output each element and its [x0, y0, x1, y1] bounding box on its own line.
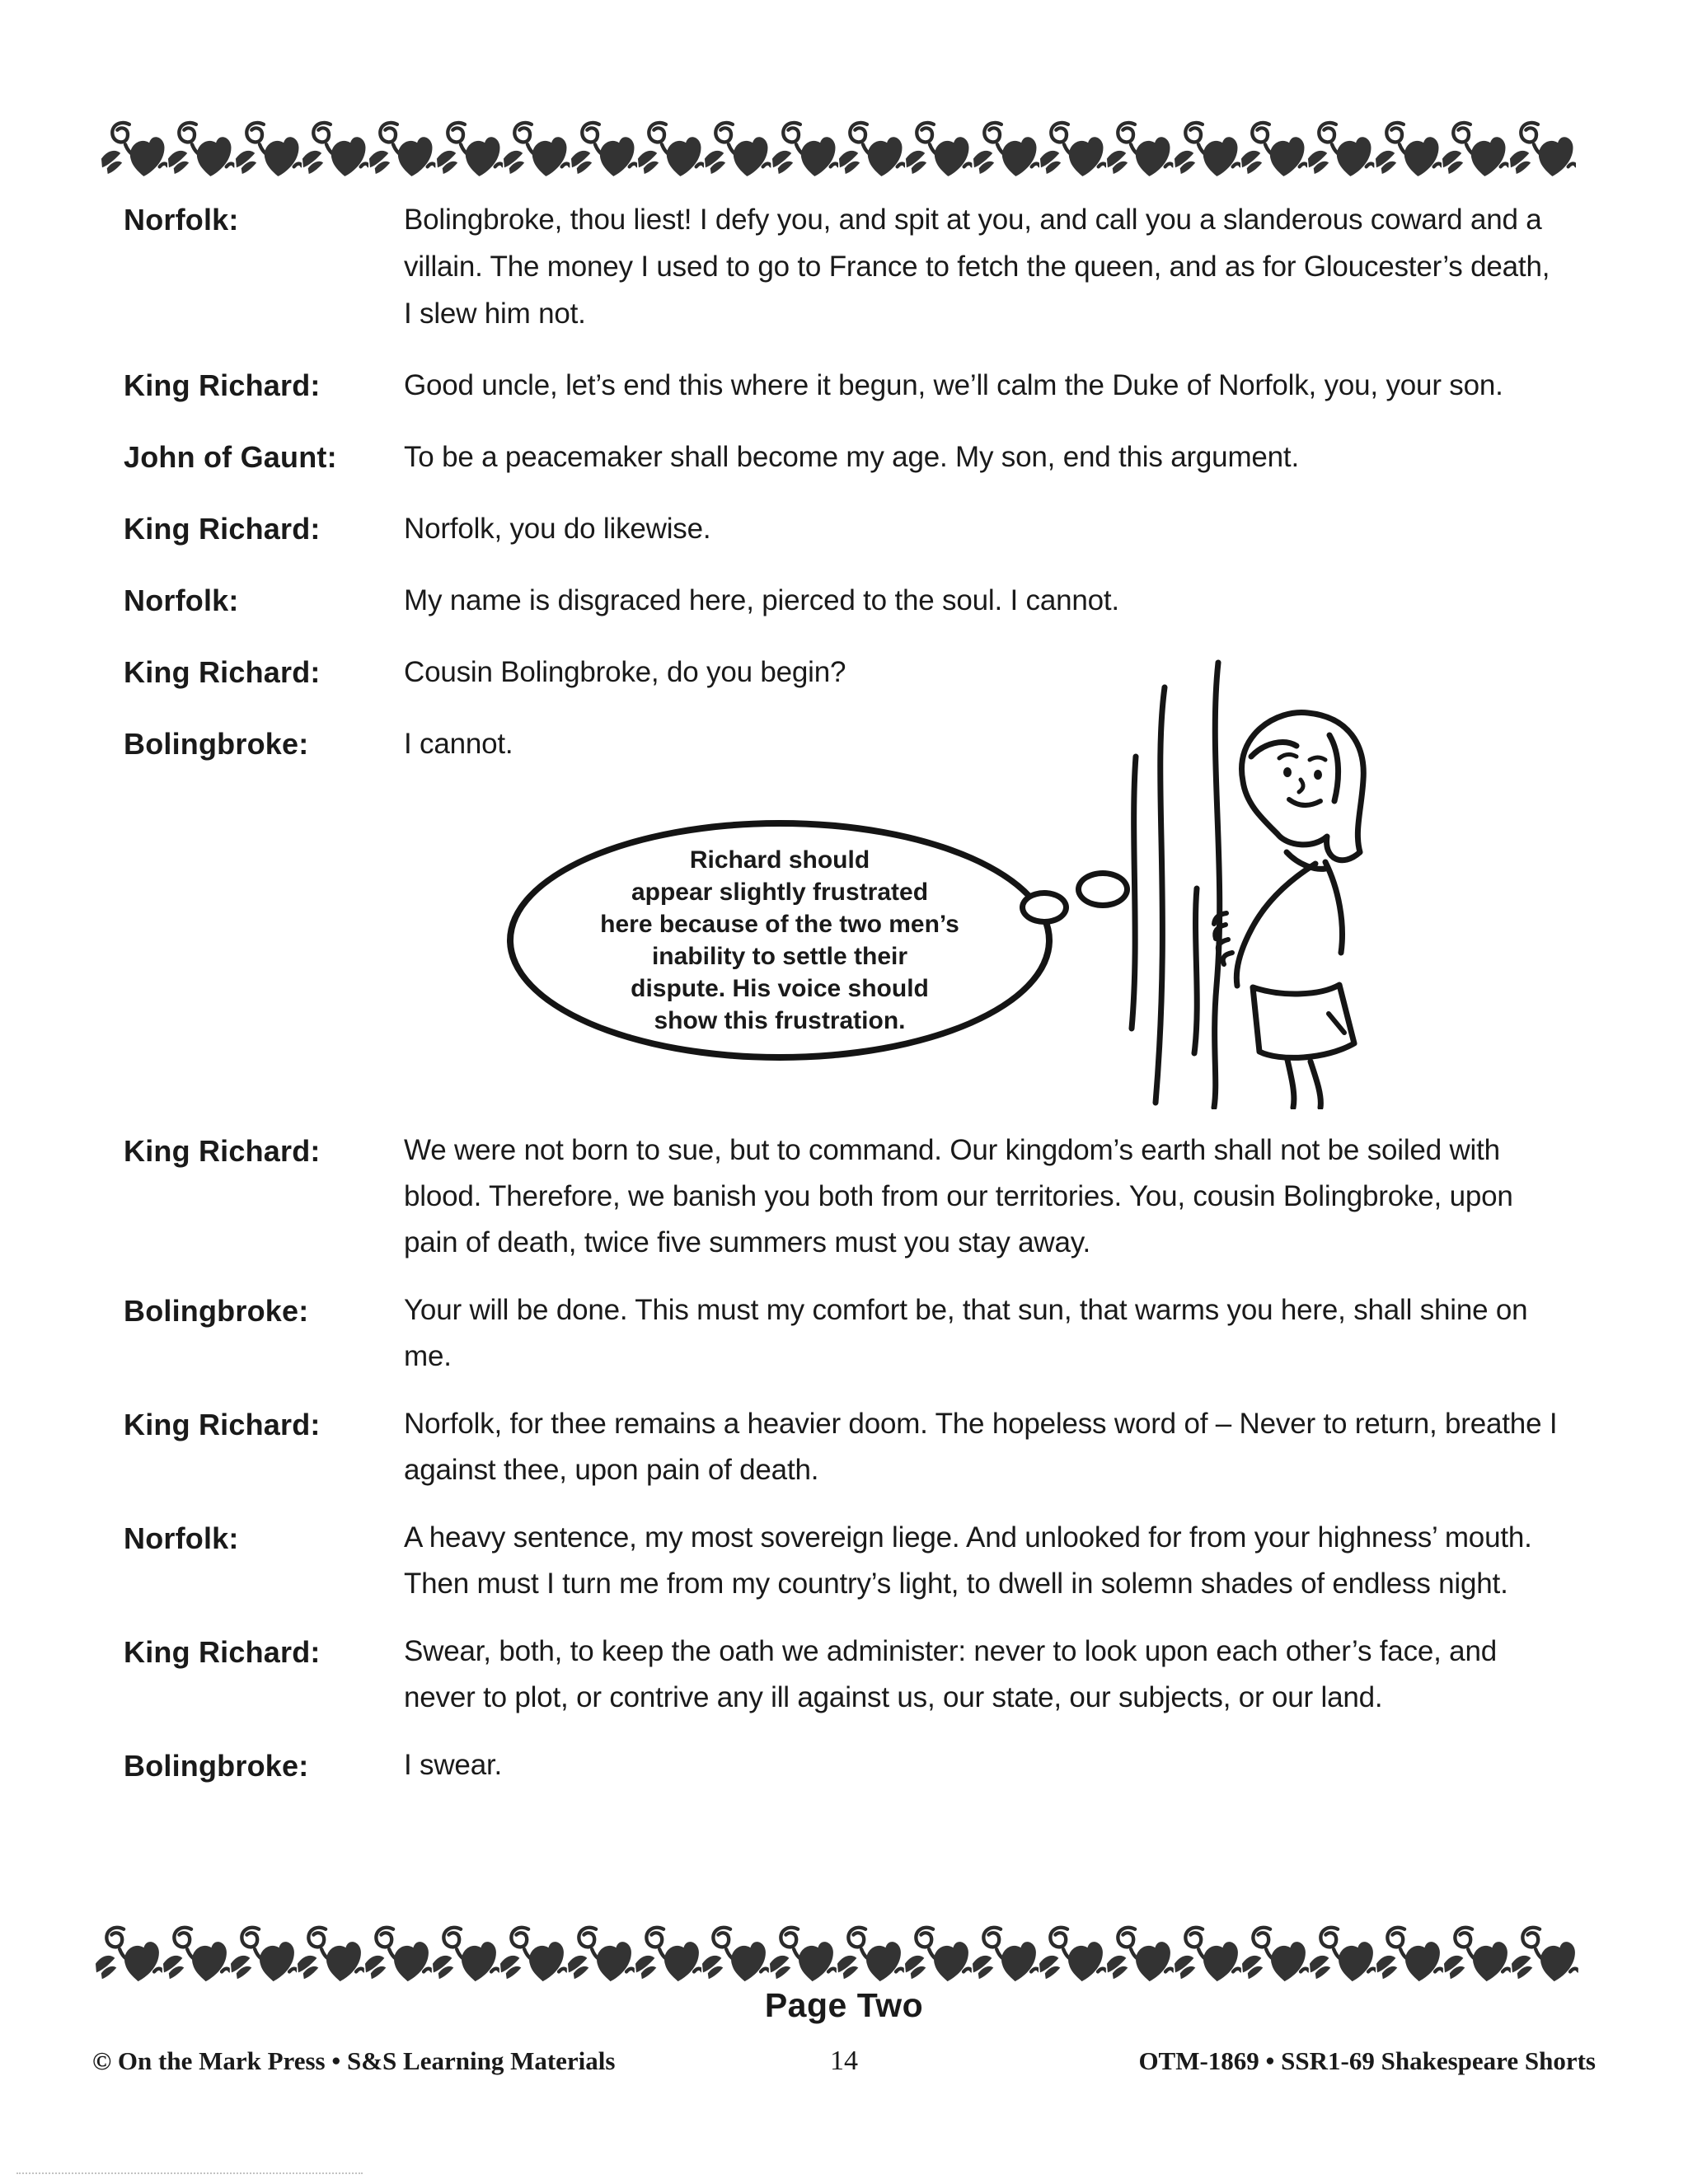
dialogue-row: [124, 1127, 1562, 1266]
speaker-name: Norfolk:: [124, 583, 239, 617]
heart-ribbon-ornament: [101, 112, 167, 186]
heart-ribbon-ornament: [701, 1917, 769, 1991]
heart-ribbon-ornament: [235, 112, 302, 186]
heart-ribbon-ornament: [1376, 1917, 1443, 1991]
heart-ribbon-ornament: [1241, 1917, 1309, 1991]
heart-ribbon-ornament: [771, 112, 838, 186]
heart-ribbon-ornament: [503, 112, 570, 186]
speaker-name: Norfolk:: [124, 203, 239, 237]
stage-note-line: inability to settle their: [651, 943, 908, 970]
dialogue-text: My name is disgraced here, pierced to the soul. I cannot.: [404, 584, 1119, 616]
speaker-name: King Richard:: [124, 1635, 321, 1669]
heart-ribbon-ornament: [769, 1917, 837, 1991]
heart-ribbon-ornament: [1375, 112, 1442, 186]
heart-ribbon-ornament: [1174, 1917, 1241, 1991]
speaker-name: Norfolk:: [124, 1521, 239, 1555]
top-ornament-border: [101, 112, 1576, 194]
stage-note-line: appear slightly frustrated: [631, 879, 929, 906]
thought-bubble-dot: [1076, 870, 1130, 908]
stage-note-line: here because of the two men’s: [600, 911, 959, 938]
dialogue-row: [124, 1742, 1562, 1789]
speaker-name: King Richard:: [124, 512, 321, 546]
speaker-name: King Richard:: [124, 1134, 321, 1168]
dialogue-text: Good uncle, let’s end this where it begun, we’ll calm the Duke of Norfolk, you, your son.: [404, 369, 1503, 401]
stage-note-text: [600, 844, 959, 1037]
speaker-name: King Richard:: [124, 1408, 321, 1441]
heart-ribbon-ornament: [567, 1917, 635, 1991]
footer: [92, 2046, 1596, 2077]
dialogue-row: [124, 434, 1562, 480]
dialogue-text: I cannot.: [404, 728, 513, 760]
heart-ribbon-ornament: [1240, 112, 1307, 186]
heart-ribbon-ornament: [302, 112, 368, 186]
heart-ribbon-ornament: [368, 112, 435, 186]
stage-note-line: Richard should: [689, 846, 870, 874]
scan-artifact-line: [16, 2172, 363, 2174]
dialogue-text: Cousin Bolingbroke, do you begin?: [404, 656, 846, 688]
dialogue-text: Norfolk, you do likewise.: [404, 513, 711, 545]
speaker-name: King Richard:: [124, 655, 321, 689]
dialogue-row: [124, 1629, 1562, 1721]
dialogue-text: We were not born to sue, but to command. Our kingdom’s earth shall not be soiled with blood. Therefore, we banish you both from our territories. You, cousin Bolingbroke, upon pain of death, twice five summers must you stay away.: [404, 1134, 1513, 1258]
dialogue-row: [124, 577, 1562, 624]
heart-ribbon-ornament: [1039, 1917, 1106, 1991]
heart-ribbon-ornament: [167, 112, 234, 186]
heart-ribbon-ornament: [1307, 112, 1374, 186]
stage-note-line: dispute. His voice should: [631, 975, 929, 1002]
heart-ribbon-ornament: [95, 1917, 162, 1991]
heart-ribbon-ornament: [635, 1917, 702, 1991]
heart-ribbon-ornament: [432, 1917, 499, 1991]
page-label: Page Two: [764, 1986, 924, 2024]
heart-ribbon-ornament: [1106, 1917, 1174, 1991]
heart-ribbon-ornament: [364, 1917, 432, 1991]
stage-note-line: show this frustration.: [654, 1007, 906, 1034]
script-dialogue-part2: [124, 1127, 1562, 1811]
heart-ribbon-ornament: [637, 112, 704, 186]
dialogue-text: Your will be done. This must my comfort be, that sun, that warms you here, shall shine on me.: [404, 1294, 1528, 1372]
dialogue-row: [124, 362, 1562, 409]
heart-ribbon-ornament: [904, 1917, 972, 1991]
dialogue-text: A heavy sentence, my most sovereign liege. And unlooked for from your highness’ mouth. Then must I turn me from my country’s light, to dwell in solemn shades of endless night.: [404, 1521, 1532, 1600]
heart-ribbon-ornament: [905, 112, 972, 186]
dialogue-text: Norfolk, for thee remains a heavier doom. The hopeless word of – Never to return, breathe I against thee, upon pain of death.: [404, 1408, 1558, 1486]
heart-ribbon-ornament: [972, 1917, 1039, 1991]
speaker-name: Bolingbroke:: [124, 727, 309, 761]
heart-ribbon-ornament: [1309, 1917, 1376, 1991]
dialogue-row: [124, 1287, 1562, 1380]
heart-ribbon-ornament: [1174, 112, 1240, 186]
heart-ribbon-ornament: [838, 112, 905, 186]
heart-ribbon-ornament: [297, 1917, 364, 1991]
dialogue-text: Bolingbroke, thou liest! I defy you, and spit at you, and call you a slanderous coward and a villain. The money I used to go to France to fetch the queen, and as for Gloucester’s death, I slew him not.: [404, 204, 1550, 330]
dialogue-row: [124, 505, 1562, 552]
heart-ribbon-ornament: [162, 1917, 230, 1991]
heart-ribbon-ornament: [973, 112, 1039, 186]
speaker-name: Bolingbroke:: [124, 1294, 309, 1328]
stage-note-bubble: [507, 820, 1053, 1061]
heart-ribbon-ornament: [499, 1917, 567, 1991]
footer-page-number: 14: [830, 2046, 858, 2076]
dialogue-text: Swear, both, to keep the oath we administer: never to look upon each other’s face, and never to plot, or contrive any ill against us, our state, our subjects, or our land.: [404, 1635, 1497, 1713]
speaker-name: Bolingbroke:: [124, 1749, 309, 1783]
heart-ribbon-ornament: [704, 112, 771, 186]
dialogue-row: [124, 196, 1562, 337]
dialogue-text: To be a peacemaker shall become my age. My son, end this argument.: [404, 441, 1299, 473]
speaker-name: John of Gaunt:: [124, 440, 337, 474]
thought-bubble-dot: [1020, 890, 1069, 925]
footer-copyright: © On the Mark Press • S&S Learning Materials: [92, 2046, 616, 2075]
dialogue-text: I swear.: [404, 1749, 503, 1781]
heart-ribbon-ornament: [570, 112, 637, 186]
heart-ribbon-ornament: [230, 1917, 298, 1991]
heart-ribbon-ornament: [1039, 112, 1106, 186]
dialogue-row: [124, 1401, 1562, 1493]
heart-ribbon-ornament: [1106, 112, 1173, 186]
heart-ribbon-ornament: [837, 1917, 904, 1991]
speaker-name: King Richard:: [124, 368, 321, 402]
footer-product-code: OTM-1869 • SSR1-69 Shakespeare Shorts: [1138, 2046, 1596, 2075]
heart-ribbon-ornament: [1442, 112, 1508, 186]
dialogue-row: [124, 1515, 1562, 1607]
heart-ribbon-ornament: [1443, 1917, 1511, 1991]
woman-peeking-behind-tree-illustration: [1118, 656, 1396, 1109]
heart-ribbon-ornament: [436, 112, 503, 186]
heart-ribbon-ornament: [1509, 112, 1576, 186]
heart-ribbon-ornament: [1511, 1917, 1578, 1991]
